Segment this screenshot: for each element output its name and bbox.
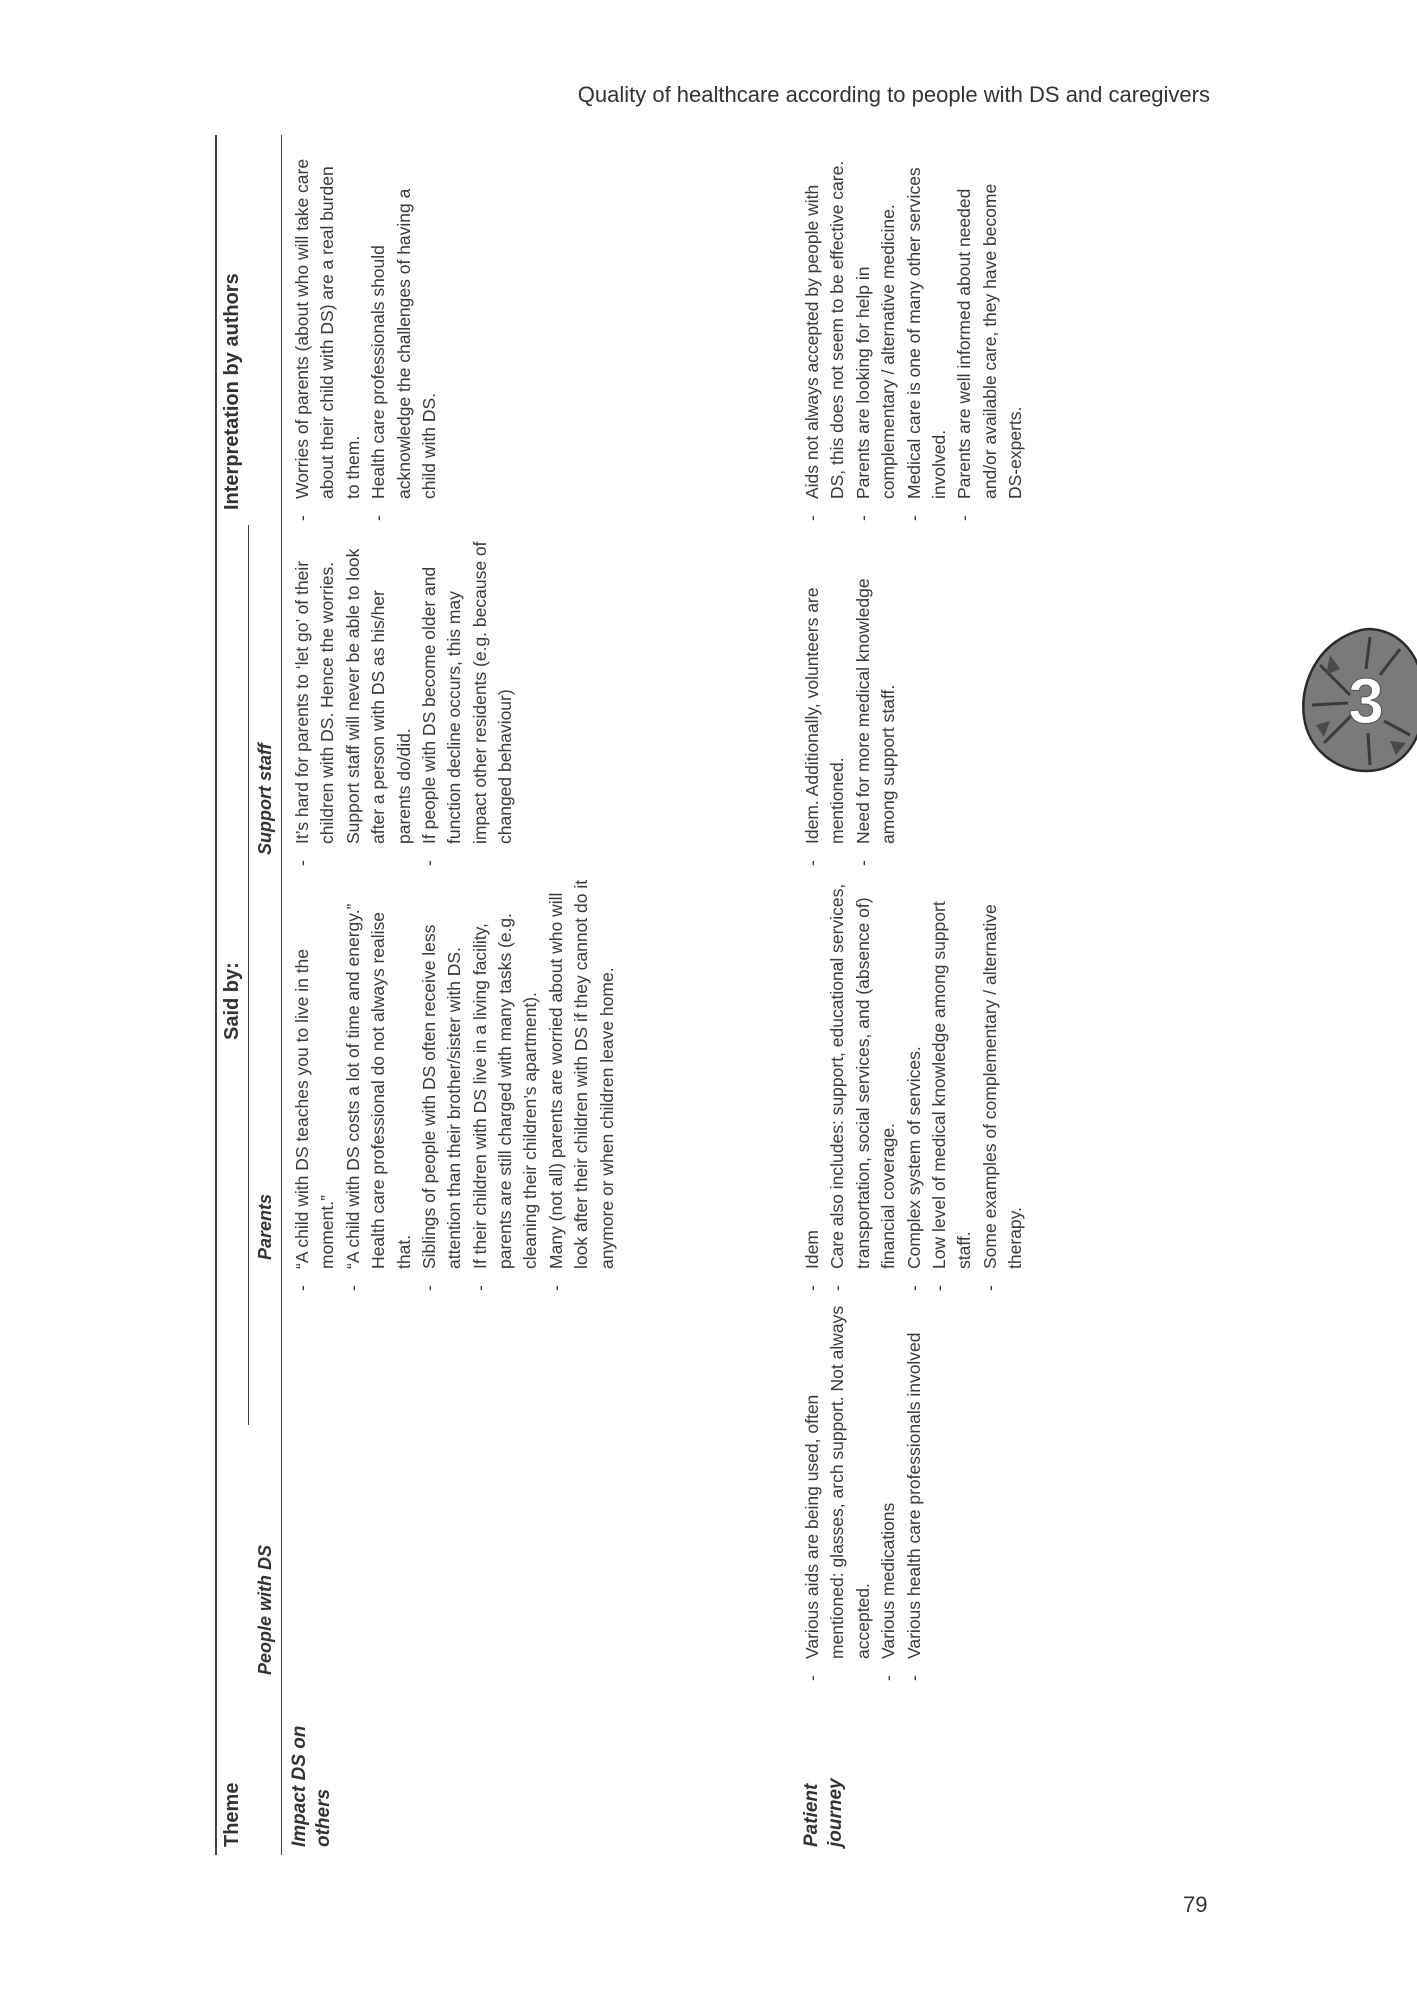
list-item: - “A child with DS teaches you to live in the moment.”	[290, 875, 341, 1295]
header-interpretation: Interpretation by authors	[221, 273, 243, 510]
list-item: - Health care professionals should acknowledge the challenges of having a child with DS.	[366, 155, 442, 525]
list-item: - Complex system of services.	[902, 875, 927, 1295]
page-number: 79	[1183, 1892, 1208, 1917]
header-support-staff: Support staff	[255, 743, 275, 855]
list-item: - Many (not all) parents are worried about who will look after their children with DS if they cannot do it anymore or when children leave home.	[544, 875, 620, 1295]
list-item: - “A child with DS costs a lot of time and energy.” Health care professional do not always realise that.	[341, 875, 417, 1295]
list-item: - Various health care professionals involved	[902, 1305, 927, 1685]
list-item: - Aids not always accepted by people with DS, this does not seem to be effective care.	[800, 155, 851, 525]
header-said-by: Said by:	[221, 962, 243, 1040]
list-item: - Various aids are being used, often mentioned: glasses, arch support. Not always accepted.	[800, 1305, 876, 1685]
chapter-number: 3	[1348, 665, 1384, 737]
row-1-theme: Impact DS on others	[289, 1725, 334, 1847]
row-1-support-staff	[290, 535, 518, 870]
row-2-theme: Patient journey	[801, 1778, 846, 1847]
list-item: - Siblings of people with DS often receive less attention than their brother/sister with DS.	[417, 875, 468, 1295]
header-people-with-ds: People with DS	[255, 1544, 275, 1675]
list-item: - Parents are well informed about needed and/or available care, they have become DS-experts.	[952, 155, 1028, 525]
list-item: - Various medications	[876, 1305, 901, 1685]
table-top-rule	[215, 135, 217, 1855]
list-item: - Some examples of complementary / alternative therapy.	[978, 875, 1029, 1295]
list-item: - Care also includes: support, educational services, transportation, social services, and (absence of) financial coverage.	[825, 875, 901, 1295]
row-2-parents	[800, 875, 1028, 1295]
list-item: - If people with DS become older and function decline occurs, this may impact other residents (e.g. because of changed behaviour)	[417, 535, 519, 870]
row-2-support-staff	[800, 535, 902, 870]
list-item: - Idem. Additionally, volunteers are mentioned.	[800, 535, 851, 870]
row-2-interpretation	[800, 155, 1028, 525]
header-bottom-rule	[281, 135, 282, 1855]
said-by-rule	[248, 525, 249, 1425]
list-item: - Need for more medical knowledge among support staff.	[851, 535, 902, 870]
running-header: Quality of healthcare according to people with DS and caregivers	[577, 82, 1210, 107]
row-1-interpretation	[290, 155, 442, 525]
list-item: - Low level of medical knowledge among support staff.	[927, 875, 978, 1295]
row-2-people-with-ds	[800, 1305, 927, 1685]
list-item: - Medical care is one of many other services involved.	[902, 155, 953, 525]
header-theme: Theme	[221, 1782, 243, 1847]
row-1-parents	[290, 875, 620, 1295]
list-item: - Parents are looking for help in complementary / alternative medicine.	[851, 155, 902, 525]
data-table	[210, 135, 1080, 1855]
list-item: - If their children with DS live in a living facility, parents are still charged with many tasks (e.g. cleaning their children’s apartment).	[468, 875, 544, 1295]
list-item: - Idem	[800, 875, 825, 1295]
list-item: - Worries of parents (about who will take care about their child with DS) are a real burden to them.	[290, 155, 366, 525]
chapter-badge-icon	[1300, 625, 1417, 775]
header-parents: Parents	[255, 1193, 275, 1260]
list-item: - It’s hard for parents to ‘let go’ of their children with DS. Hence the worries. Support staff will never be able to look after a person with DS as his/her parents do/did.	[290, 535, 417, 870]
